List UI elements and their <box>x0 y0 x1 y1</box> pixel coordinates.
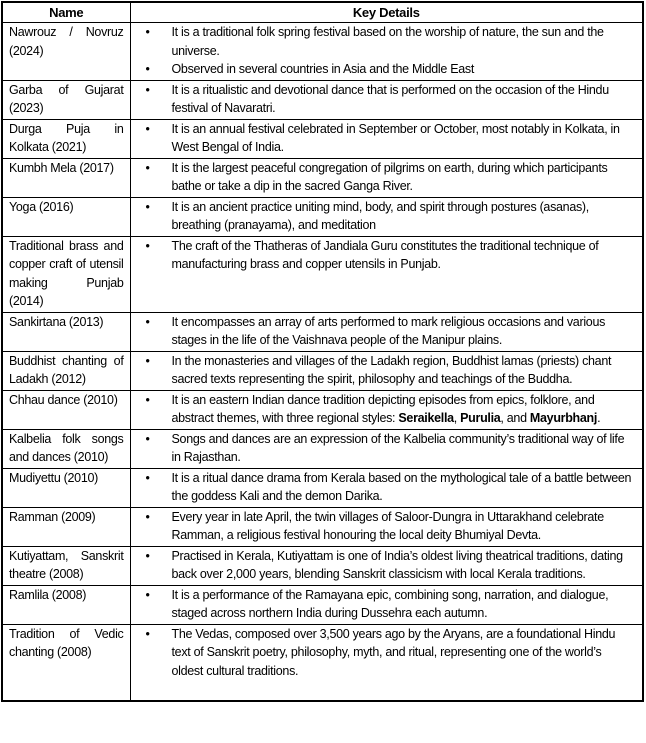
details-list <box>137 81 637 118</box>
detail-item <box>137 391 637 428</box>
name-cell: Kutiyattam, Sanskrit theatre (2008) <box>2 546 130 585</box>
detail-item: • Songs and dances are an expression of the Kalbelia community’s traditional way of life in Rajasthan. <box>137 430 637 467</box>
details-list <box>137 237 637 274</box>
table-row <box>2 80 643 119</box>
name-cell: Garba of Gujarat (2023) <box>2 80 130 119</box>
table-row <box>2 158 643 197</box>
detail-item: • It encompasses an array of arts performed to mark religious occasions and various stages in the life of the Vaishnava people of the Manipur plains. <box>137 313 637 350</box>
detail-item: • Observed in several countries in Asia and the Middle East <box>137 60 637 79</box>
name-cell: Nawrouz / Novruz (2024) <box>2 23 130 81</box>
details-list <box>137 352 637 389</box>
details-list <box>137 625 637 681</box>
column-header-key-details: Key Details <box>130 2 643 23</box>
details-cell <box>130 390 643 429</box>
details-list <box>137 586 637 623</box>
table-row <box>2 507 643 546</box>
details-cell <box>130 236 643 312</box>
details-cell <box>130 585 643 624</box>
details-cell <box>130 624 643 701</box>
detail-item: • It is a ritualistic and devotional dance that is performed on the occasion of the Hindu festival of Navaratri. <box>137 81 637 118</box>
details-list <box>137 198 637 235</box>
table-row <box>2 23 643 81</box>
detail-item: • It is an annual festival celebrated in September or October, most notably in Kolkata, in West Bengal of India. <box>137 120 637 157</box>
name-cell: Ramlila (2008) <box>2 585 130 624</box>
table-row <box>2 468 643 507</box>
table-row <box>2 119 643 158</box>
detail-text: , <box>453 411 461 425</box>
table-row <box>2 236 643 312</box>
table-row <box>2 197 643 236</box>
name-cell: Traditional brass and copper craft of utensil making Punjab (2014) <box>2 236 130 312</box>
details-list <box>137 469 637 506</box>
details-list <box>137 430 637 467</box>
details-cell <box>130 119 643 158</box>
detail-text-bold: Mayurbhanj <box>529 411 598 425</box>
detail-item: • The Vedas, composed over 3,500 years ago by the Aryans, are a foundational Hindu text of Sanskrit poetry, philosophy, myth, and ritual, representing one of the world’s oldest cultural traditions. <box>137 625 637 681</box>
name-cell: Kalbelia folk songs and dances (2010) <box>2 429 130 468</box>
details-list <box>137 508 637 545</box>
detail-item: • Every year in late April, the twin villages of Saloor-Dungra in Uttarakhand celebrate Ramman, a religious festival honouring the local deity Bhumiyal Devta. <box>137 508 637 545</box>
details-list <box>137 391 637 428</box>
detail-text: . <box>597 411 601 425</box>
name-cell: Yoga (2016) <box>2 197 130 236</box>
detail-text: It is an eastern Indian dance tradition depicting episodes from epics, folklore, and abstract themes, with three regional styles: <box>171 392 595 425</box>
table-row <box>2 624 643 701</box>
detail-item: • It is a ritual dance drama from Kerala based on the mythological tale of a battle between the goddess Kali and the demon Darika. <box>137 469 637 506</box>
details-list <box>137 159 637 196</box>
detail-item: • In the monasteries and villages of the Ladakh region, Buddhist lamas (priests) chant sacred texts representing the spirit, philosophy and teachings of the Buddha. <box>137 352 637 389</box>
detail-item: • It is the largest peaceful congregation of pilgrims on earth, during which participants bathe or take a dip in the sacred Ganga River. <box>137 159 637 196</box>
details-list <box>137 23 637 79</box>
detail-text-bold: Seraikella <box>398 411 454 425</box>
table-row <box>2 546 643 585</box>
heritage-table <box>1 1 644 702</box>
table-row <box>2 351 643 390</box>
name-cell: Kumbh Mela (2017) <box>2 158 130 197</box>
column-header-name: Name <box>2 2 130 23</box>
name-cell: Buddhist chanting of Ladakh (2012) <box>2 351 130 390</box>
name-cell: Sankirtana (2013) <box>2 312 130 351</box>
table-row <box>2 390 643 429</box>
detail-text: , and <box>500 411 530 425</box>
detail-item: • Practised in Kerala, Kutiyattam is one of India’s oldest living theatrical traditions, dating back over 2,000 years, blending Sanskrit classicism with local Kerala traditions. <box>137 547 637 584</box>
detail-item: • The craft of the Thatheras of Jandiala Guru constitutes the traditional technique of manufacturing brass and copper utensils in Punjab. <box>137 237 637 274</box>
details-cell <box>130 312 643 351</box>
details-list <box>137 313 637 350</box>
detail-text-bold: Purulia <box>460 411 501 425</box>
details-list <box>137 547 637 584</box>
details-cell <box>130 197 643 236</box>
name-cell: Tradition of Vedic chanting (2008) <box>2 624 130 701</box>
name-cell: Ramman (2009) <box>2 507 130 546</box>
detail-item: • It is a traditional folk spring festival based on the worship of nature, the sun and the universe. <box>137 23 637 60</box>
details-cell <box>130 80 643 119</box>
details-cell <box>130 23 643 81</box>
header-row <box>2 2 643 23</box>
name-cell: Chhau dance (2010) <box>2 390 130 429</box>
detail-item: • It is a performance of the Ramayana epic, combining song, narration, and dialogue, staged across northern India during Dussehra each autumn. <box>137 586 637 623</box>
name-cell: Mudiyettu (2010) <box>2 468 130 507</box>
details-list <box>137 120 637 157</box>
details-cell <box>130 546 643 585</box>
details-cell <box>130 158 643 197</box>
table-row <box>2 429 643 468</box>
table-row <box>2 585 643 624</box>
details-cell <box>130 351 643 390</box>
name-cell: Durga Puja in Kolkata (2021) <box>2 119 130 158</box>
details-cell <box>130 429 643 468</box>
detail-item: • It is an ancient practice uniting mind, body, and spirit through postures (asanas), breathing (pranayama), and meditation <box>137 198 637 235</box>
details-cell <box>130 507 643 546</box>
table-row <box>2 312 643 351</box>
details-cell <box>130 468 643 507</box>
